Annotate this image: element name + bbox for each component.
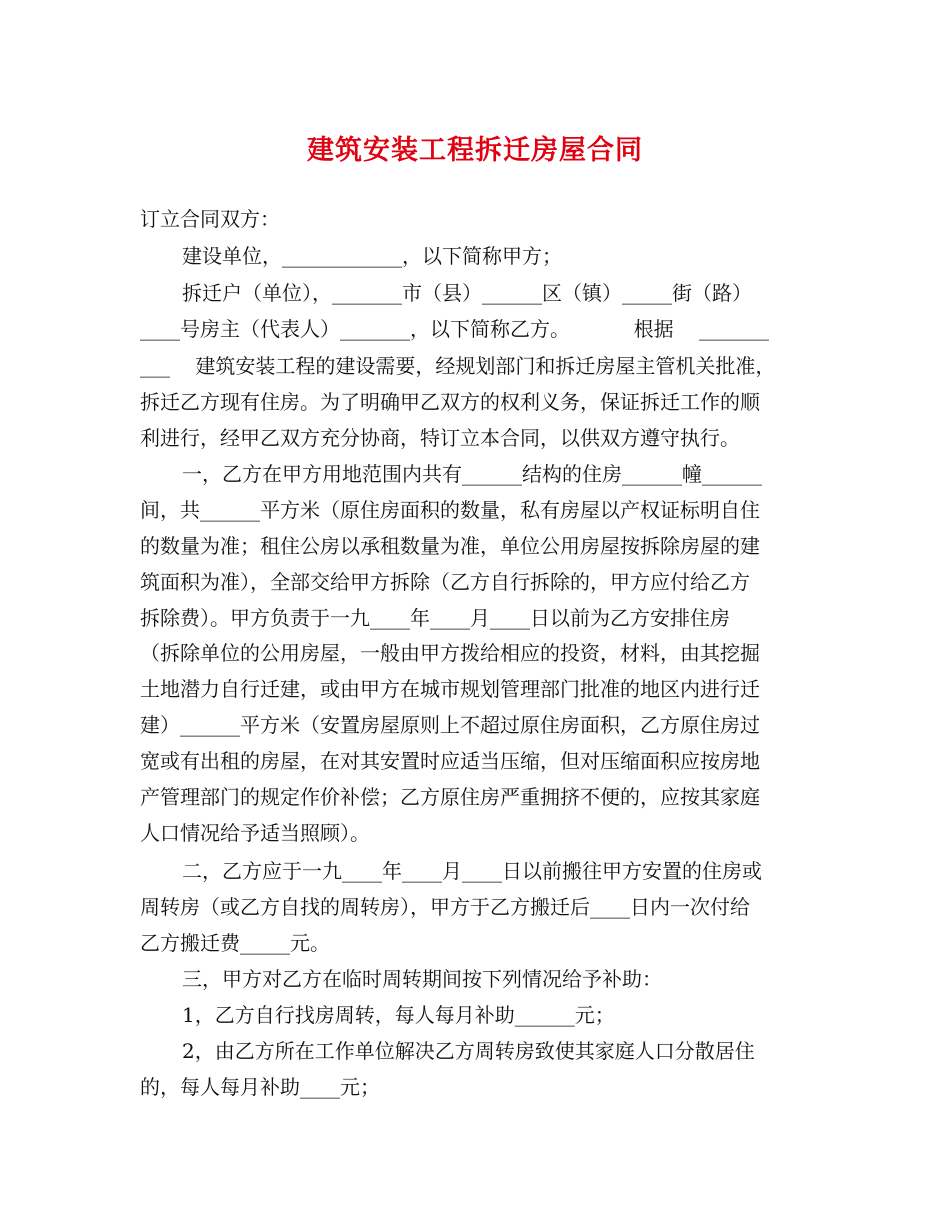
text-line: 三，甲方对乙方在临时周转期间按下列情况给予补助：	[182, 967, 662, 991]
text-line: 的数量为准；租住公房以承租数量为准，单位公用房屋按拆除房屋的建	[140, 534, 760, 558]
text-line: 的，每人每月补助____元；	[140, 1075, 380, 1099]
text-line: 周转房（或乙方自找的周转房），甲方于乙方搬迁后____日内一次付给	[140, 895, 750, 919]
text-line: 建）______平方米（安置房屋原则上不超过原住房面积，乙方原住房过	[140, 713, 760, 737]
text-line: 2，由乙方所在工作单位解决乙方周转房致使其家庭人口分散居住	[182, 1039, 755, 1063]
text-line: 二，乙方应于一九____年____月____日以前搬往甲方安置的住房或	[182, 859, 762, 883]
text-line: （拆除单位的公用房屋，一般由甲方拨给相应的投资，材料，由其挖掘	[140, 641, 760, 665]
text-line: 一，乙方在甲方用地范围内共有______结构的住房______幢______	[182, 462, 762, 486]
text-line: 乙方搬迁费_____元。	[140, 931, 330, 955]
text-line: 1，乙方自行找房周转，每人每月补助______元；	[182, 1003, 615, 1027]
text-line: 间，共______平方米（原住房面积的数量，私有房屋以产权证标明自住	[140, 498, 760, 522]
text-line: 建设单位，____________，以下简称甲方；	[182, 244, 562, 268]
text-line: 筑面积为准），全部交给甲方拆除（乙方自行拆除的，甲方应付给乙方	[140, 570, 750, 594]
text-line: ___ 建筑安装工程的建设需要，经规划部门和拆迁房屋主管机关批准，	[140, 354, 776, 378]
text-line: 土地潜力自行迁建，或由甲方在城市规划管理部门批准的地区内进行迁	[140, 677, 760, 701]
document-title: 建筑安装工程拆迁房屋合同	[307, 135, 643, 166]
text-line: 人口情况给予适当照顾）。	[140, 821, 370, 845]
text-line: 订立合同双方：	[140, 207, 280, 231]
text-line: 宽或有出租的房屋，在对其安置时应适当压缩，但对压缩面积应按房地	[140, 749, 760, 773]
text-line: 拆除费）。甲方负责于一九____年____月____日以前为乙方安排住房	[140, 606, 730, 630]
text-line: 拆迁户（单位），_______市（县）______区（镇）_____街（路）	[182, 281, 752, 305]
text-line: 拆迁乙方现有住房。为了明确甲乙双方的权利义务，保证拆迁工作的顺	[140, 390, 760, 414]
text-line: 利进行，经甲乙双方充分协商，特订立本合同，以供双方遵守执行。	[140, 426, 740, 450]
text-line: ____号房主（代表人）_______，以下简称乙方。 根据 _______	[140, 317, 770, 341]
text-line: 产管理部门的规定作价补偿；乙方原住房严重拥挤不便的，应按其家庭	[140, 785, 760, 809]
